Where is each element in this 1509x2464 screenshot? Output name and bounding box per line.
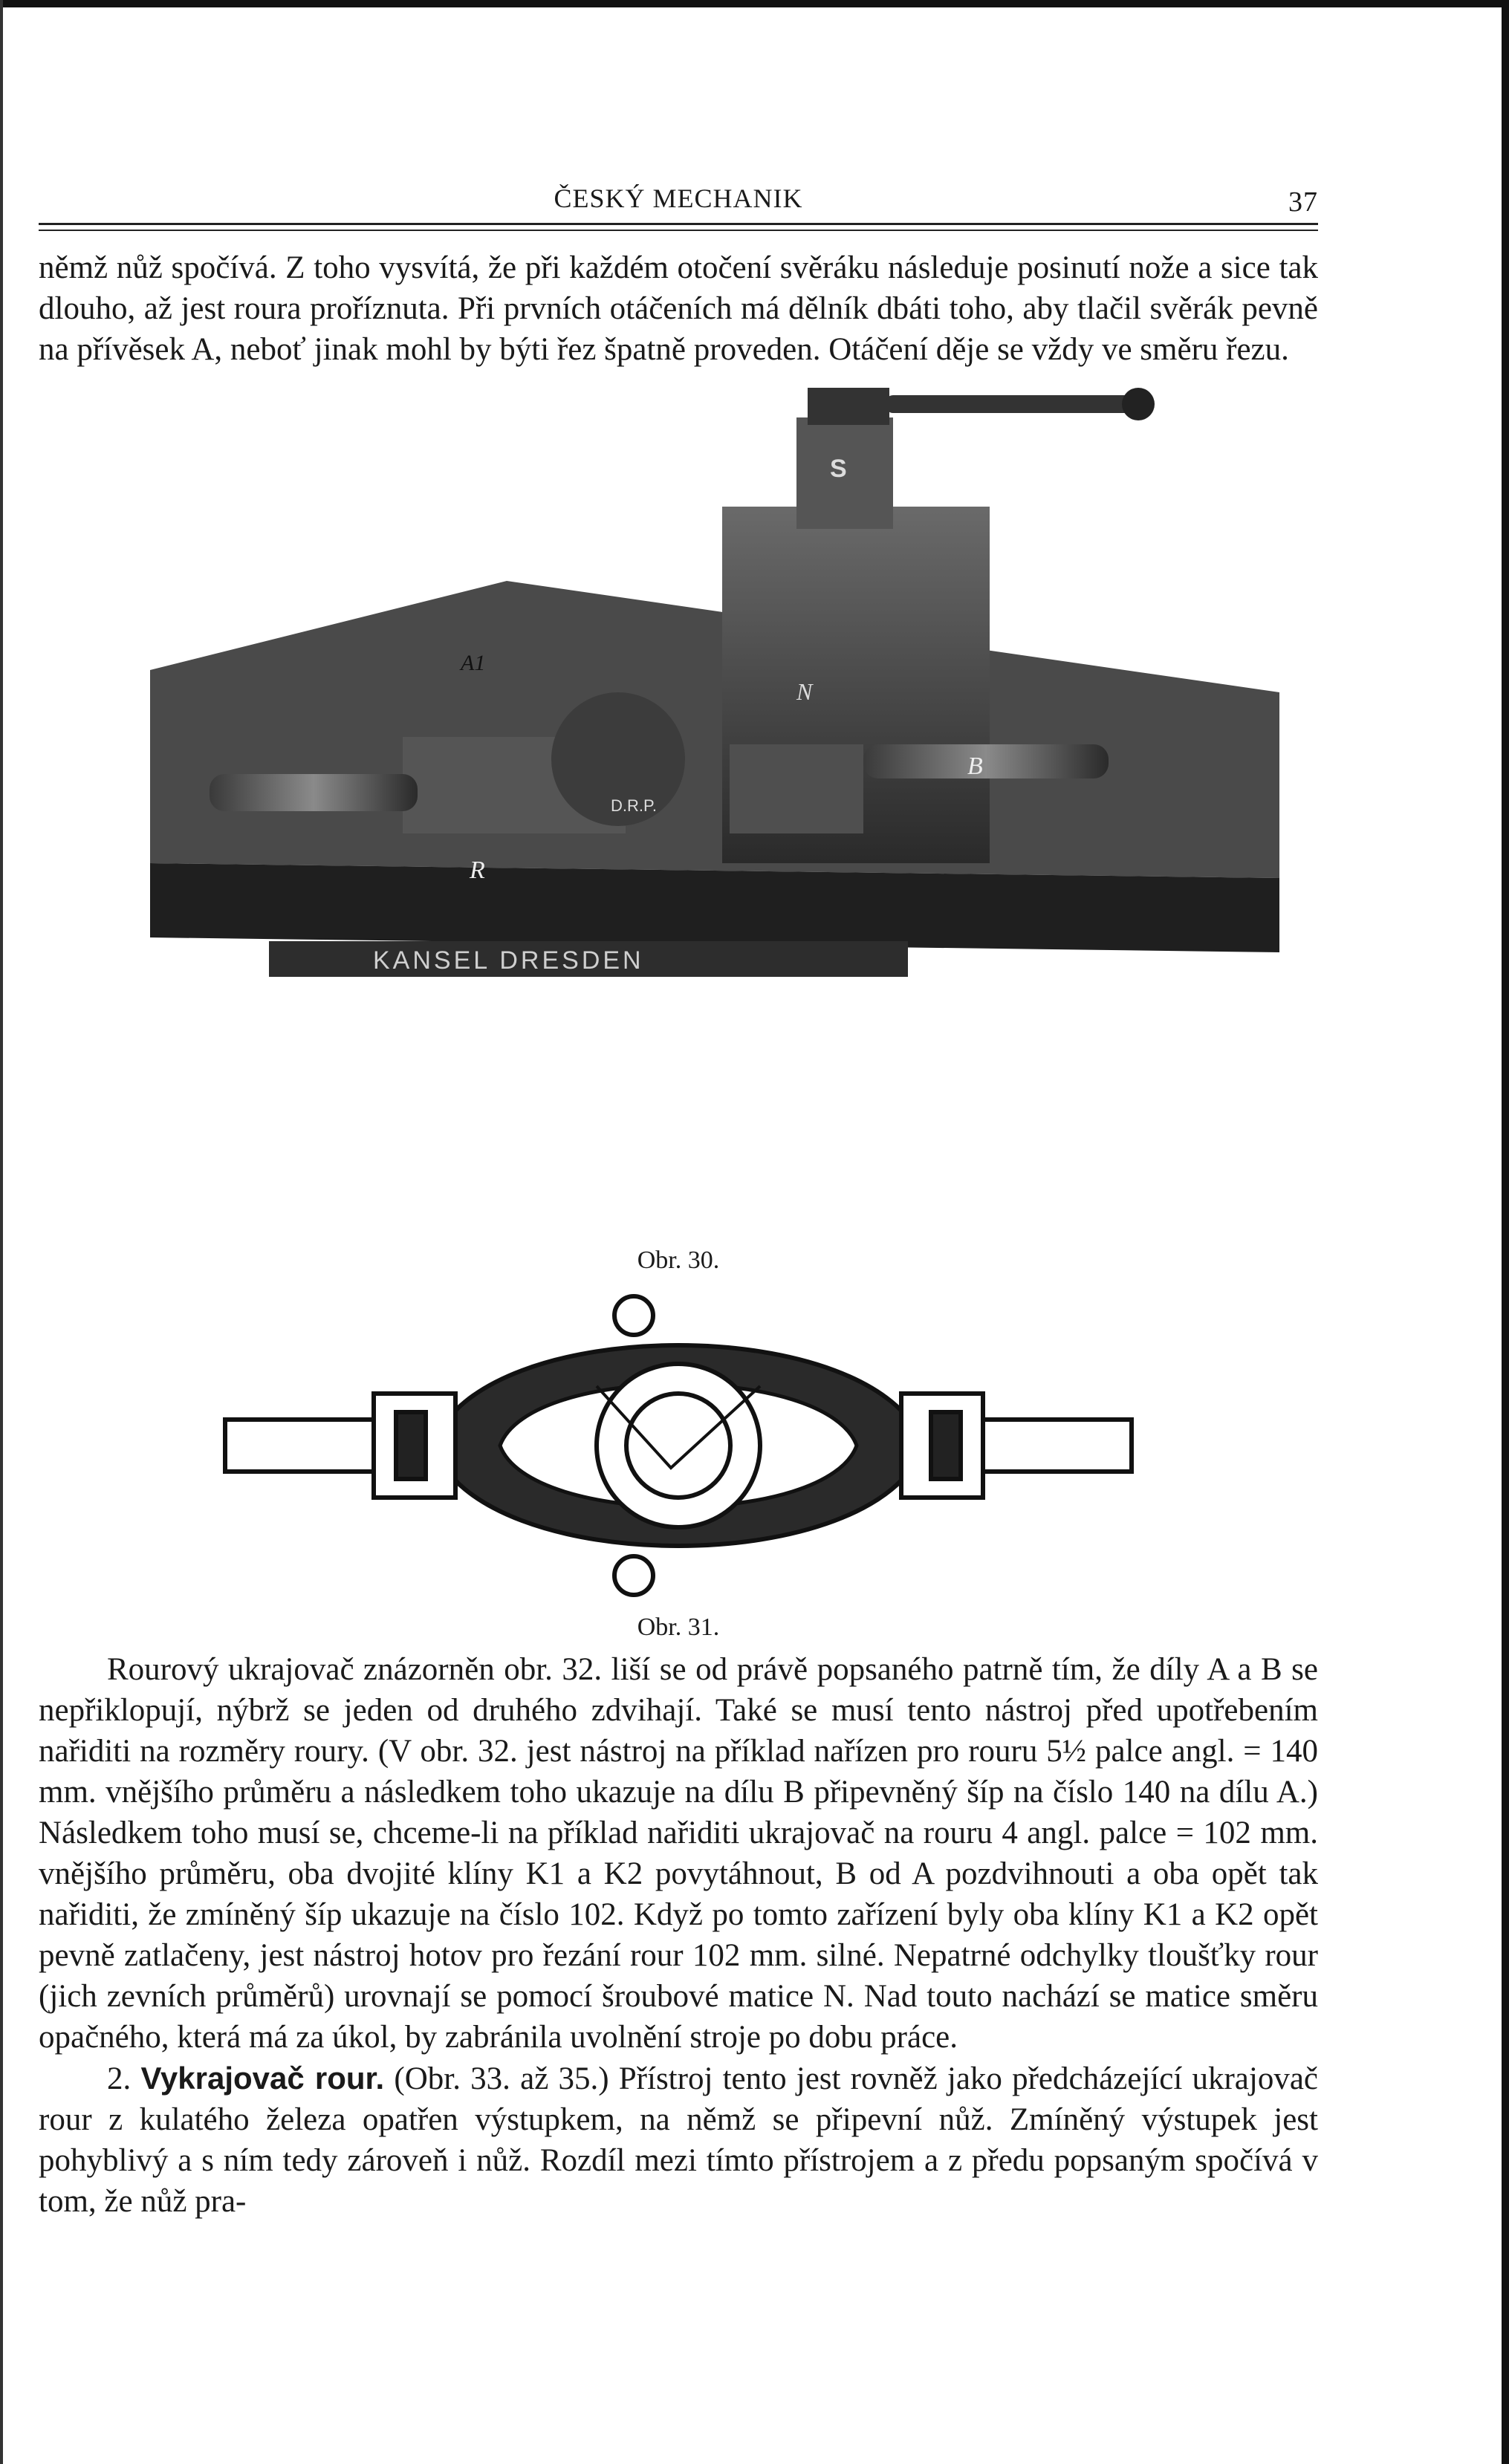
paragraph-3 (39, 2058, 1318, 2222)
caption-fig-30: Obr. 30. (637, 1246, 720, 1274)
label-b: B (967, 752, 983, 780)
bench-top (150, 581, 1279, 878)
running-head-title: ČESKÝ MECHANIK (554, 183, 803, 213)
figure-30-illustration (150, 388, 1279, 1019)
paragraph-1: němž nůž spočívá. Z toho vysvítá, že při každém otočení svěráku následuje posinutí nože a sice tak dlouho, až jest roura proříznuta. Při prvních otáčeních má dělník dbáti toho, aby tlačil svěrák pevně na přívěsek A, neboť jinak mohl by býti řez špatně proveden. Otáčení děje se vždy ve směru řezu. (39, 250, 1318, 367)
scan-border-top (0, 0, 1509, 7)
scan-border-right (1502, 0, 1509, 2464)
running-head (39, 178, 1318, 223)
label-a1: A1 (461, 651, 486, 675)
label-s: S (830, 455, 847, 483)
paragraph-2: Rourový ukrajovač znázorněn obr. 32. liší se od právě popsaného patrně tím, že díly A a B se nepřiklopují, nýbrž se jeden od druhého zdvihají. Také se musí tento nástroj před upotřebením nařiditi na rozměry roury. (V obr. 32. jest nástroj na příklad nařízen pro rouru 5½ palce angl. = 140 mm. vnějšího průměru a následkem toho ukazuje na dílu B připevněný šíp na číslo 140 na dílu A.) Následkem toho musí se, chceme-li na příklad nařiditi ukrajovač na rouru 4 angl. palce = 102 mm. vnějšího průměru, oba dvojité klíny K1 a K2 povytáhnout, B od A pozdvihnouti a oba opět tak nařiditi, že zmíněný šíp ukazuje na číslo 102. Když po tomto zařízení byly oba klíny K1 a K2 opět pevně zatlačeny, jest nástroj hotov pro řezání rour 102 mm. silné. Nepatrné odchylky tloušťky rour (jich zevních průměrů) urovnají se pomocí šroubové matice N. Nad touto nachází se matice směru opačného, která má za úkol, by zabránila uvolnění stroje po dobu práce. (39, 1652, 1318, 2055)
bench-front (150, 863, 1279, 952)
page-content (39, 178, 1318, 2222)
label-r: R (470, 856, 485, 884)
section-text: (Obr. 33. až 35.) Přístroj tento jest rovněž jako předcházející ukrajovač rour z kulatého železa opatřen výstupkem, na němž se připevní nůž. Zmíněný výstupek jest pohyblivý a s ním tedy zároveň i nůž. Rozdíl mezi tímto přístrojem a z předu popsaným spočívá v tom, že nůž pra- (39, 2061, 1318, 2219)
caption-fig-31: Obr. 31. (637, 1613, 720, 1641)
page-number: 37 (1288, 186, 1318, 218)
scan-border-left (0, 0, 3, 2464)
label-drp: D.R.P. (611, 796, 657, 815)
right-handle (863, 744, 1109, 778)
section-heading: Vykrajovač rour. (140, 2061, 385, 2096)
figure-31 (210, 1282, 1146, 1609)
maker-mark: KANSEL DRESDEN (373, 946, 644, 975)
vise-handle (886, 395, 1138, 413)
left-handle (210, 774, 418, 811)
figure-30 (150, 388, 1279, 1242)
section-number: 2. (107, 2061, 132, 2096)
header-rule (39, 223, 1318, 231)
label-n: N (796, 678, 813, 705)
